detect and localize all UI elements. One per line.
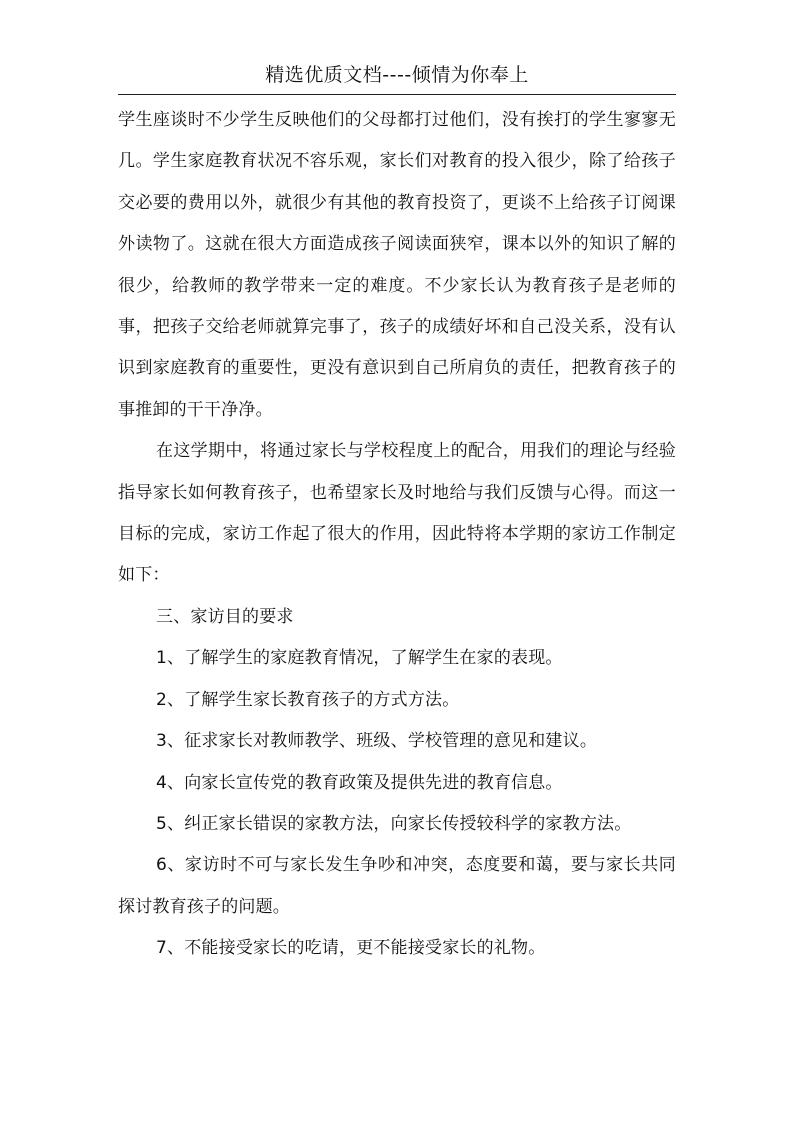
page-header — [118, 60, 676, 95]
list-item: 7、不能接受家长的吃请，更不能接受家长的礼物。 — [156, 938, 546, 959]
list-item: 4、向家长宣传党的教育政策及提供先进的教育信息。 — [156, 772, 563, 793]
section-heading: 三、家访目的要求 — [156, 606, 294, 627]
paragraph-plan-intro: 在这学期中，将通过家长与学校程度上的配合，用我们的理论与经验指导家长如何教育孩子，也希望家长及时地给与我们反馈与心得。而这一目标的完成，家访工作起了很大的作用，因此特将本学期的家访工作制定如下： — [118, 441, 676, 586]
list-item: 3、征求家长对教师教学、班级、学校管理的意见和建议。 — [156, 731, 598, 752]
list-item: 5、纠正家长错误的家教方法，向家长传授较科学的家教方法。 — [156, 813, 632, 834]
paragraph-continued: 学生座谈时不少学生反映他们的父母都打过他们，没有挨打的学生寥寥无几。学生家庭教育状况不容乐观，家长们对教育的投入很少，除了给孩子交必要的费用以外，就很少有其他的教育投资了，更谈不上给孩子订阅课外读物了。这就在很大方面造成孩子阅读面狭窄，课本以外的知识了解的很少，给教师的教学带来一定的难度。不少家长认为教育孩子是老师的事，把孩子交给老师就算完事了，孩子的成绩好坏和自己没关系，没有认识到家庭教育的重要性，更没有意识到自己所肩负的责任，把教育孩子的事推卸的干干净净。 — [118, 110, 676, 420]
list-item: 2、了解学生家长教育孩子的方式方法。 — [156, 689, 460, 710]
list-item: 6、家访时不可与家长发生争吵和冲突，态度要和蔼，要与家长共同探讨教育孩子的问题。 — [118, 855, 676, 917]
header-title: 精选优质文档----倾情为你奉上 — [265, 64, 529, 86]
list-item: 1、了解学生的家庭教育情况，了解学生在家的表现。 — [156, 648, 563, 669]
document-body — [118, 100, 676, 970]
